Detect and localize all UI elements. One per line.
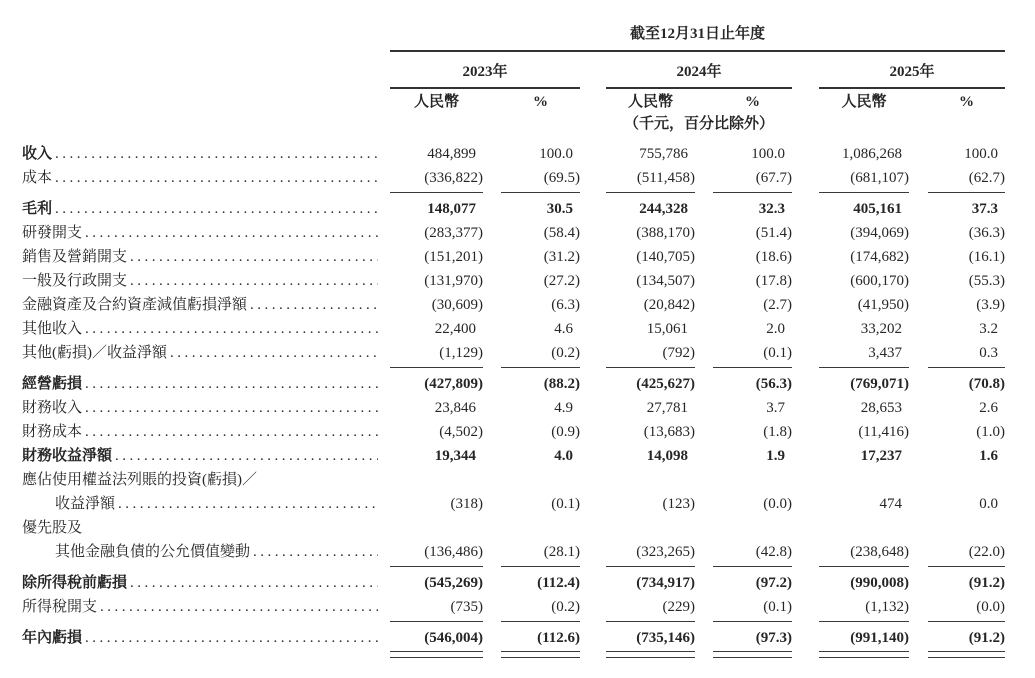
table-row xyxy=(0,341,1035,365)
table-body xyxy=(0,142,1035,660)
row-label-text: 金融資產及合約資產減值虧損淨額 xyxy=(22,297,248,313)
row-label-text: 財務收益淨額 xyxy=(22,448,113,464)
row-label xyxy=(0,444,390,468)
header-rule xyxy=(390,50,1005,52)
value-cell: 22,400 xyxy=(434,321,476,337)
dot-leader xyxy=(82,372,378,396)
percent-header-2025: % xyxy=(959,94,974,110)
value-cell: (36.3) xyxy=(968,225,1005,241)
value-cell: 474 xyxy=(879,496,902,512)
value-cell: (4,502) xyxy=(439,424,483,440)
row-label-text: 收益淨額 xyxy=(55,496,116,512)
table-row xyxy=(0,595,1035,619)
value-cell: (681,107) xyxy=(850,170,909,186)
value-cell: (545,269) xyxy=(424,575,483,591)
table-row xyxy=(0,468,1035,492)
dot-leader xyxy=(82,317,378,341)
value-cell: (131,970) xyxy=(424,273,483,289)
year-2025-label: 2025年 xyxy=(889,64,935,80)
value-cell: (427,809) xyxy=(424,376,483,392)
table-row xyxy=(0,540,1035,564)
value-cell: (56.3) xyxy=(755,376,792,392)
table-header xyxy=(0,22,1035,46)
dot-leader xyxy=(127,571,378,595)
row-label-text: 其他收入 xyxy=(22,321,83,337)
value-cell: (1.0) xyxy=(976,424,1005,440)
value-cell: (0.1) xyxy=(763,599,792,615)
value-cell: (30,609) xyxy=(431,297,483,313)
table-row xyxy=(0,197,1035,221)
period-title: 截至12月31日止年度 xyxy=(629,26,765,42)
row-label-text: 所得稅開支 xyxy=(22,599,98,615)
value-cell: (151,201) xyxy=(424,249,483,265)
value-cell: (1,132) xyxy=(865,599,909,615)
value-cell: (134,507) xyxy=(636,273,695,289)
value-cell: 1.9 xyxy=(766,448,785,464)
year-2023-rule xyxy=(390,87,580,89)
value-cell: 17,237 xyxy=(860,448,902,464)
value-cell: (17.8) xyxy=(755,273,792,289)
value-cell: (769,071) xyxy=(850,376,909,392)
value-cell: (97.3) xyxy=(755,630,792,646)
dot-leader xyxy=(167,341,378,365)
dot-leader xyxy=(52,142,378,166)
currency-header-2023: 人民幣 xyxy=(413,94,459,110)
row-label-text: 其他(虧損)／收益淨額 xyxy=(22,345,167,361)
value-cell: (0.2) xyxy=(551,345,580,361)
header-rule-row xyxy=(0,50,1035,52)
double-rule-line xyxy=(501,651,580,658)
value-cell: (22.0) xyxy=(968,544,1005,560)
row-label xyxy=(0,595,390,619)
row-label xyxy=(0,420,390,444)
value-cell: (425,627) xyxy=(636,376,695,392)
value-cell: 37.3 xyxy=(971,201,998,217)
row-label-text: 年內虧損 xyxy=(22,630,83,646)
table-row xyxy=(0,420,1035,444)
dot-leader xyxy=(82,396,378,420)
table-row xyxy=(0,626,1035,650)
table-row xyxy=(0,396,1035,420)
value-cell: (91.2) xyxy=(968,630,1005,646)
value-cell: 4.9 xyxy=(554,400,573,416)
value-cell: 1,086,268 xyxy=(842,146,902,162)
value-cell: (735,146) xyxy=(636,630,695,646)
table-row xyxy=(0,492,1035,516)
dot-leader xyxy=(112,444,378,468)
value-cell: 405,161 xyxy=(853,201,902,217)
value-cell: (394,069) xyxy=(850,225,909,241)
value-cell: 4.6 xyxy=(554,321,573,337)
row-label-text: 研發開支 xyxy=(22,225,83,241)
rule-row xyxy=(0,190,1035,197)
row-label-text: 其他金融負債的公允價值變動 xyxy=(55,544,251,560)
value-cell: (1.8) xyxy=(763,424,792,440)
row-label-text: 優先股及 xyxy=(22,520,83,536)
value-cell: (3.9) xyxy=(976,297,1005,313)
value-cell: 28,653 xyxy=(860,400,902,416)
row-label xyxy=(0,372,390,396)
value-cell: (600,170) xyxy=(850,273,909,289)
value-cell: (91.2) xyxy=(968,575,1005,591)
row-label xyxy=(0,540,390,564)
row-label xyxy=(0,221,390,245)
value-cell: (123) xyxy=(662,496,695,512)
value-cell: (0.0) xyxy=(763,496,792,512)
row-label-text: 成本 xyxy=(22,170,53,186)
unit-note: （千元，百分比除外） xyxy=(623,116,774,132)
value-cell: (336,822) xyxy=(424,170,483,186)
row-label-text: 財務收入 xyxy=(22,400,83,416)
value-cell: 32.3 xyxy=(758,201,785,217)
year-rule-row xyxy=(0,87,1035,89)
value-cell: (229) xyxy=(662,599,695,615)
value-cell: 2.0 xyxy=(766,321,785,337)
value-cell: (6.3) xyxy=(551,297,580,313)
table-row xyxy=(0,166,1035,190)
double-rule-line xyxy=(819,651,909,658)
value-cell: (16.1) xyxy=(968,249,1005,265)
value-cell: (318) xyxy=(450,496,483,512)
value-cell: (42.8) xyxy=(755,544,792,560)
value-cell: (62.7) xyxy=(968,170,1005,186)
value-cell: (0.1) xyxy=(551,496,580,512)
value-cell: 27,781 xyxy=(646,400,688,416)
value-cell: (88.2) xyxy=(543,376,580,392)
value-cell: 3.2 xyxy=(979,321,998,337)
table-row xyxy=(0,444,1035,468)
value-cell: 0.3 xyxy=(979,345,998,361)
dot-leader xyxy=(250,540,378,564)
value-cell: 2.6 xyxy=(979,400,998,416)
row-label xyxy=(0,293,390,317)
dot-leader xyxy=(52,166,378,190)
row-label-text: 財務成本 xyxy=(22,424,83,440)
rule-row xyxy=(0,650,1035,660)
row-label xyxy=(0,317,390,341)
dot-leader xyxy=(82,626,378,650)
rule-row xyxy=(0,365,1035,372)
value-cell: (70.8) xyxy=(968,376,1005,392)
value-cell: (58.4) xyxy=(543,225,580,241)
row-label xyxy=(0,269,390,293)
table-row xyxy=(0,245,1035,269)
currency-header-2024: 人民幣 xyxy=(627,94,673,110)
table-row xyxy=(0,293,1035,317)
table-row xyxy=(0,516,1035,540)
percent-header-2023: % xyxy=(533,94,548,110)
row-label xyxy=(0,166,390,190)
dot-leader xyxy=(127,245,378,269)
row-label-text: 一般及行政開支 xyxy=(22,273,128,289)
rule-row xyxy=(0,564,1035,571)
value-cell: (546,004) xyxy=(424,630,483,646)
rule-row xyxy=(0,619,1035,626)
double-rule-line xyxy=(606,651,695,658)
value-cell: 0.0 xyxy=(979,496,998,512)
value-cell: (388,170) xyxy=(636,225,695,241)
row-label xyxy=(0,516,390,540)
row-label-text: 經營虧損 xyxy=(22,376,83,392)
row-label-text: 應佔使用權益法列賬的投資(虧損)／ xyxy=(22,472,257,488)
value-cell: 14,098 xyxy=(646,448,688,464)
value-cell: (67.7) xyxy=(755,170,792,186)
value-cell: 100.0 xyxy=(539,146,573,162)
value-cell: (31.2) xyxy=(543,249,580,265)
row-label xyxy=(0,492,390,516)
value-cell: (1,129) xyxy=(439,345,483,361)
table-row xyxy=(0,317,1035,341)
currency-header-2025: 人民幣 xyxy=(841,94,887,110)
value-cell: 1.6 xyxy=(979,448,998,464)
row-label xyxy=(0,626,390,650)
dot-leader xyxy=(97,595,378,619)
value-cell: (112.4) xyxy=(537,575,580,591)
table-row xyxy=(0,221,1035,245)
value-cell: 4.0 xyxy=(554,448,573,464)
dot-leader xyxy=(82,221,378,245)
value-cell: (55.3) xyxy=(968,273,1005,289)
value-cell: 244,328 xyxy=(639,201,688,217)
row-label xyxy=(0,468,390,492)
value-cell: (13,683) xyxy=(643,424,695,440)
value-cell: (2.7) xyxy=(763,297,792,313)
value-cell: (69.5) xyxy=(543,170,580,186)
value-cell: (11,416) xyxy=(858,424,909,440)
value-cell: 100.0 xyxy=(964,146,998,162)
year-header-row xyxy=(0,60,1035,84)
value-cell: (734,917) xyxy=(636,575,695,591)
double-rule-line xyxy=(928,651,1005,658)
year-2024-rule xyxy=(606,87,792,89)
value-cell: 3.7 xyxy=(766,400,785,416)
table-row xyxy=(0,269,1035,293)
dot-leader xyxy=(82,420,378,444)
value-cell: 15,061 xyxy=(646,321,688,337)
value-cell: (97.2) xyxy=(755,575,792,591)
value-cell: (792) xyxy=(662,345,695,361)
row-label xyxy=(0,341,390,365)
row-label-text: 除所得稅前虧損 xyxy=(22,575,128,591)
value-cell: (41,950) xyxy=(857,297,909,313)
value-cell: 33,202 xyxy=(860,321,902,337)
row-label xyxy=(0,571,390,595)
value-cell: (511,458) xyxy=(636,170,695,186)
column-header-row xyxy=(0,91,1035,113)
value-cell: (735) xyxy=(450,599,483,615)
double-rule-line xyxy=(390,651,483,658)
table-row xyxy=(0,571,1035,595)
value-cell: (51.4) xyxy=(755,225,792,241)
row-label xyxy=(0,396,390,420)
value-cell: (323,265) xyxy=(636,544,695,560)
row-label xyxy=(0,197,390,221)
dot-leader xyxy=(115,492,378,516)
value-cell: (238,648) xyxy=(850,544,909,560)
value-cell: 30.5 xyxy=(546,201,573,217)
value-cell: (136,486) xyxy=(424,544,483,560)
dot-leader xyxy=(52,197,378,221)
year-2023-label: 2023年 xyxy=(462,64,508,80)
table-row xyxy=(0,372,1035,396)
value-cell: (283,377) xyxy=(424,225,483,241)
value-cell: (20,842) xyxy=(643,297,695,313)
percent-header-2024: % xyxy=(745,94,760,110)
value-cell: (27.2) xyxy=(543,273,580,289)
value-cell: (990,008) xyxy=(850,575,909,591)
value-cell: (28.1) xyxy=(543,544,580,560)
value-cell: (0.1) xyxy=(763,345,792,361)
row-label-text: 銷售及營銷開支 xyxy=(22,249,128,265)
row-label-text: 收入 xyxy=(22,146,53,162)
value-cell: 148,077 xyxy=(427,201,476,217)
value-cell: 100.0 xyxy=(751,146,785,162)
row-label xyxy=(0,245,390,269)
year-2025-rule xyxy=(819,87,1005,89)
value-cell: (112.6) xyxy=(537,630,580,646)
row-label xyxy=(0,142,390,166)
year-2024-label: 2024年 xyxy=(676,64,722,80)
value-cell: (18.6) xyxy=(755,249,792,265)
value-cell: 3,437 xyxy=(868,345,902,361)
value-cell: (0.2) xyxy=(551,599,580,615)
value-cell: (0.9) xyxy=(551,424,580,440)
value-cell: (140,705) xyxy=(636,249,695,265)
double-rule-line xyxy=(713,651,792,658)
value-cell: (174,682) xyxy=(850,249,909,265)
value-cell: 19,344 xyxy=(434,448,476,464)
value-cell: (991,140) xyxy=(850,630,909,646)
unit-note-row xyxy=(0,113,1035,135)
table-row xyxy=(0,142,1035,166)
value-cell: 484,899 xyxy=(427,146,476,162)
dot-leader xyxy=(247,293,378,317)
value-cell: (0.0) xyxy=(976,599,1005,615)
dot-leader xyxy=(127,269,378,293)
row-label-text: 毛利 xyxy=(22,201,53,217)
value-cell: 755,786 xyxy=(639,146,688,162)
value-cell: 23,846 xyxy=(434,400,476,416)
